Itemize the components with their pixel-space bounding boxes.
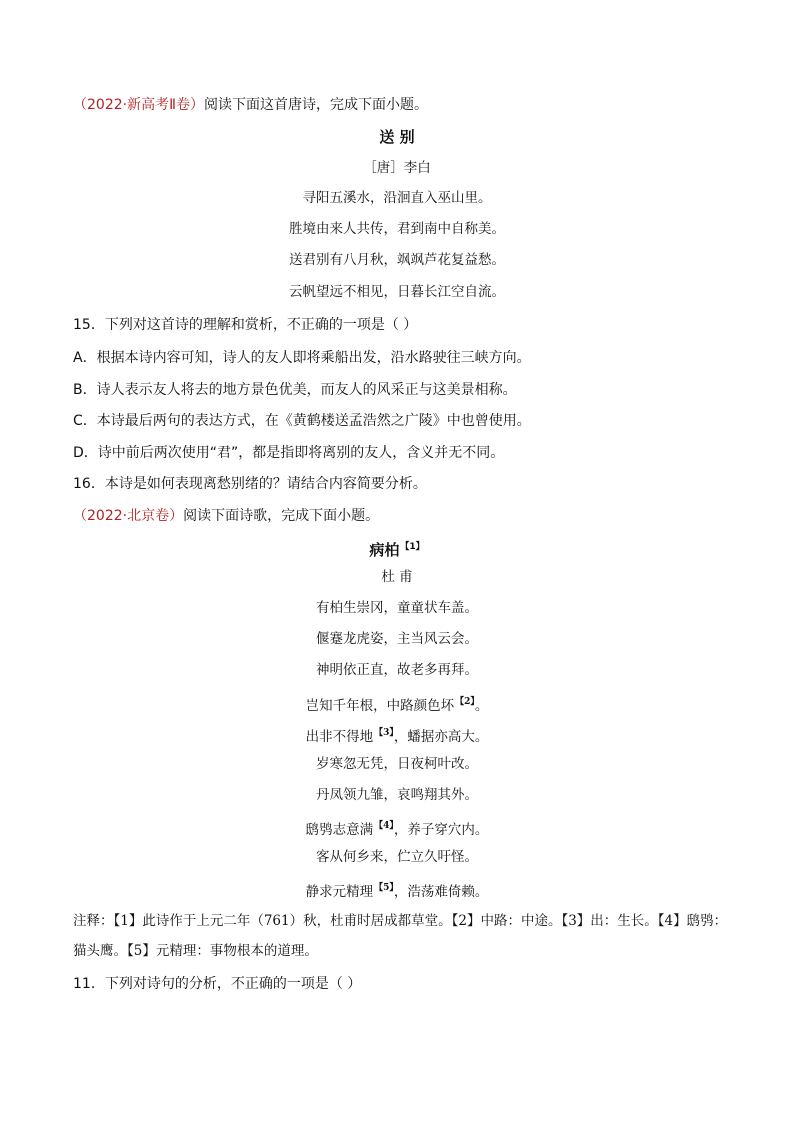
poem1-line: 胜境由来人共传，君到南中自称美。 xyxy=(289,221,505,237)
poem2-title-text: 病柏 xyxy=(369,541,400,559)
poem2-line-rest: ，养子穿穴内。 xyxy=(393,822,489,838)
poem2-line-rest: ，浩荡难倚赖。 xyxy=(393,884,489,900)
poem2-line-text: 静求元精理 xyxy=(305,884,374,900)
poem2-line-text: 偃蹇龙虎姿，主当风云会。 xyxy=(316,631,478,647)
option-c: C．本诗最后两句的表达方式，在《黄鹤楼送孟浩然之广陵》中也曾使用。 xyxy=(73,413,531,429)
section2-source: （2022·北京卷） xyxy=(73,508,184,524)
section1-intro: 阅读下面这首唐诗，完成下面小题。 xyxy=(203,97,428,113)
poem2-line-text: 鸱鸮志意满 xyxy=(305,822,374,838)
option-b: B．诗人表示友人将去的地方景色优美，而友人的风采正与这美景相称。 xyxy=(73,382,517,398)
poem2-line-text: 丹凤领九雏，哀鸣翔其外。 xyxy=(316,787,478,803)
poem1-title: 送 别 xyxy=(379,128,415,146)
poem2-line xyxy=(0,816,794,840)
poem2-line-text: 神明依正直，故老多再拜。 xyxy=(316,662,478,678)
poem2-line xyxy=(0,692,794,716)
poem2-title xyxy=(0,537,794,560)
poem2-line xyxy=(0,847,794,867)
poem2-line-rest: ，蟠据亦高大。 xyxy=(393,729,489,745)
question-11: 11．下列对诗句的分析，不正确的一项是（ ） xyxy=(73,976,362,992)
footnote-marker: 【1】 xyxy=(400,542,425,552)
poem1-line: 云帆望远不相见，日暮长江空自流。 xyxy=(289,284,505,300)
poem2-line-text: 客从何乡来，伫立久吁怪。 xyxy=(316,849,478,865)
annotation-notes: 注释：【1】此诗作于上元二年（761）秋，杜甫时居成都草堂。【2】中路：中途。【3】出：生长。【4】鸱鸮：猫头鹰。【5】元精理：事物根本的道理。 xyxy=(73,913,728,959)
poem2-line xyxy=(0,629,794,649)
footnote-marker: 【5】 xyxy=(374,883,394,893)
section2-header xyxy=(73,506,379,526)
section1-header xyxy=(73,95,428,115)
poem1-line: 送君别有八月秋，飒飒芦花复益愁。 xyxy=(289,252,505,268)
option-d: D．诗中前后两次使用“君”，都是指即将离别的友人，含义并无不同。 xyxy=(73,445,505,461)
poem2-line xyxy=(0,785,794,805)
poem2-line-punct: 。 xyxy=(474,698,489,714)
section1-source: （2022·新高考Ⅱ卷） xyxy=(73,97,204,113)
poem2-line-text: 出非不得地 xyxy=(305,729,374,745)
poem2-line xyxy=(0,660,794,680)
poem2-line xyxy=(0,723,794,747)
poem2-line-text: 岁寒忽无凭，日夜柯叶改。 xyxy=(316,756,478,772)
poem2-author: 杜 甫 xyxy=(381,569,413,585)
poem2-line-text: 有柏生崇冈，童童状车盖。 xyxy=(316,600,478,616)
question-16: 16．本诗是如何表现离愁别绪的？请结合内容简要分析。 xyxy=(73,476,427,492)
poem2-line-text: 岂知千年根，中路颜色坏 xyxy=(305,698,455,714)
poem1-line: 寻阳五溪水，沿洄直入巫山里。 xyxy=(302,190,492,206)
poem1-author: ［唐］李白 xyxy=(363,160,431,176)
footnote-marker: 【4】 xyxy=(374,821,394,831)
poem2-line xyxy=(0,598,794,618)
option-a: A．根据本诗内容可知，诗人的友人即将乘船出发，沿水路驶往三峡方向。 xyxy=(73,350,531,366)
footnote-marker: 【3】 xyxy=(374,728,394,738)
footnote-marker: 【2】 xyxy=(455,697,475,707)
poem2-line xyxy=(0,878,794,902)
question-15: 15．下列对这首诗的理解和赏析，不正确的一项是（ ） xyxy=(73,317,418,333)
section2-intro: 阅读下面诗歌，完成下面小题。 xyxy=(183,508,380,524)
poem2-line xyxy=(0,754,794,774)
